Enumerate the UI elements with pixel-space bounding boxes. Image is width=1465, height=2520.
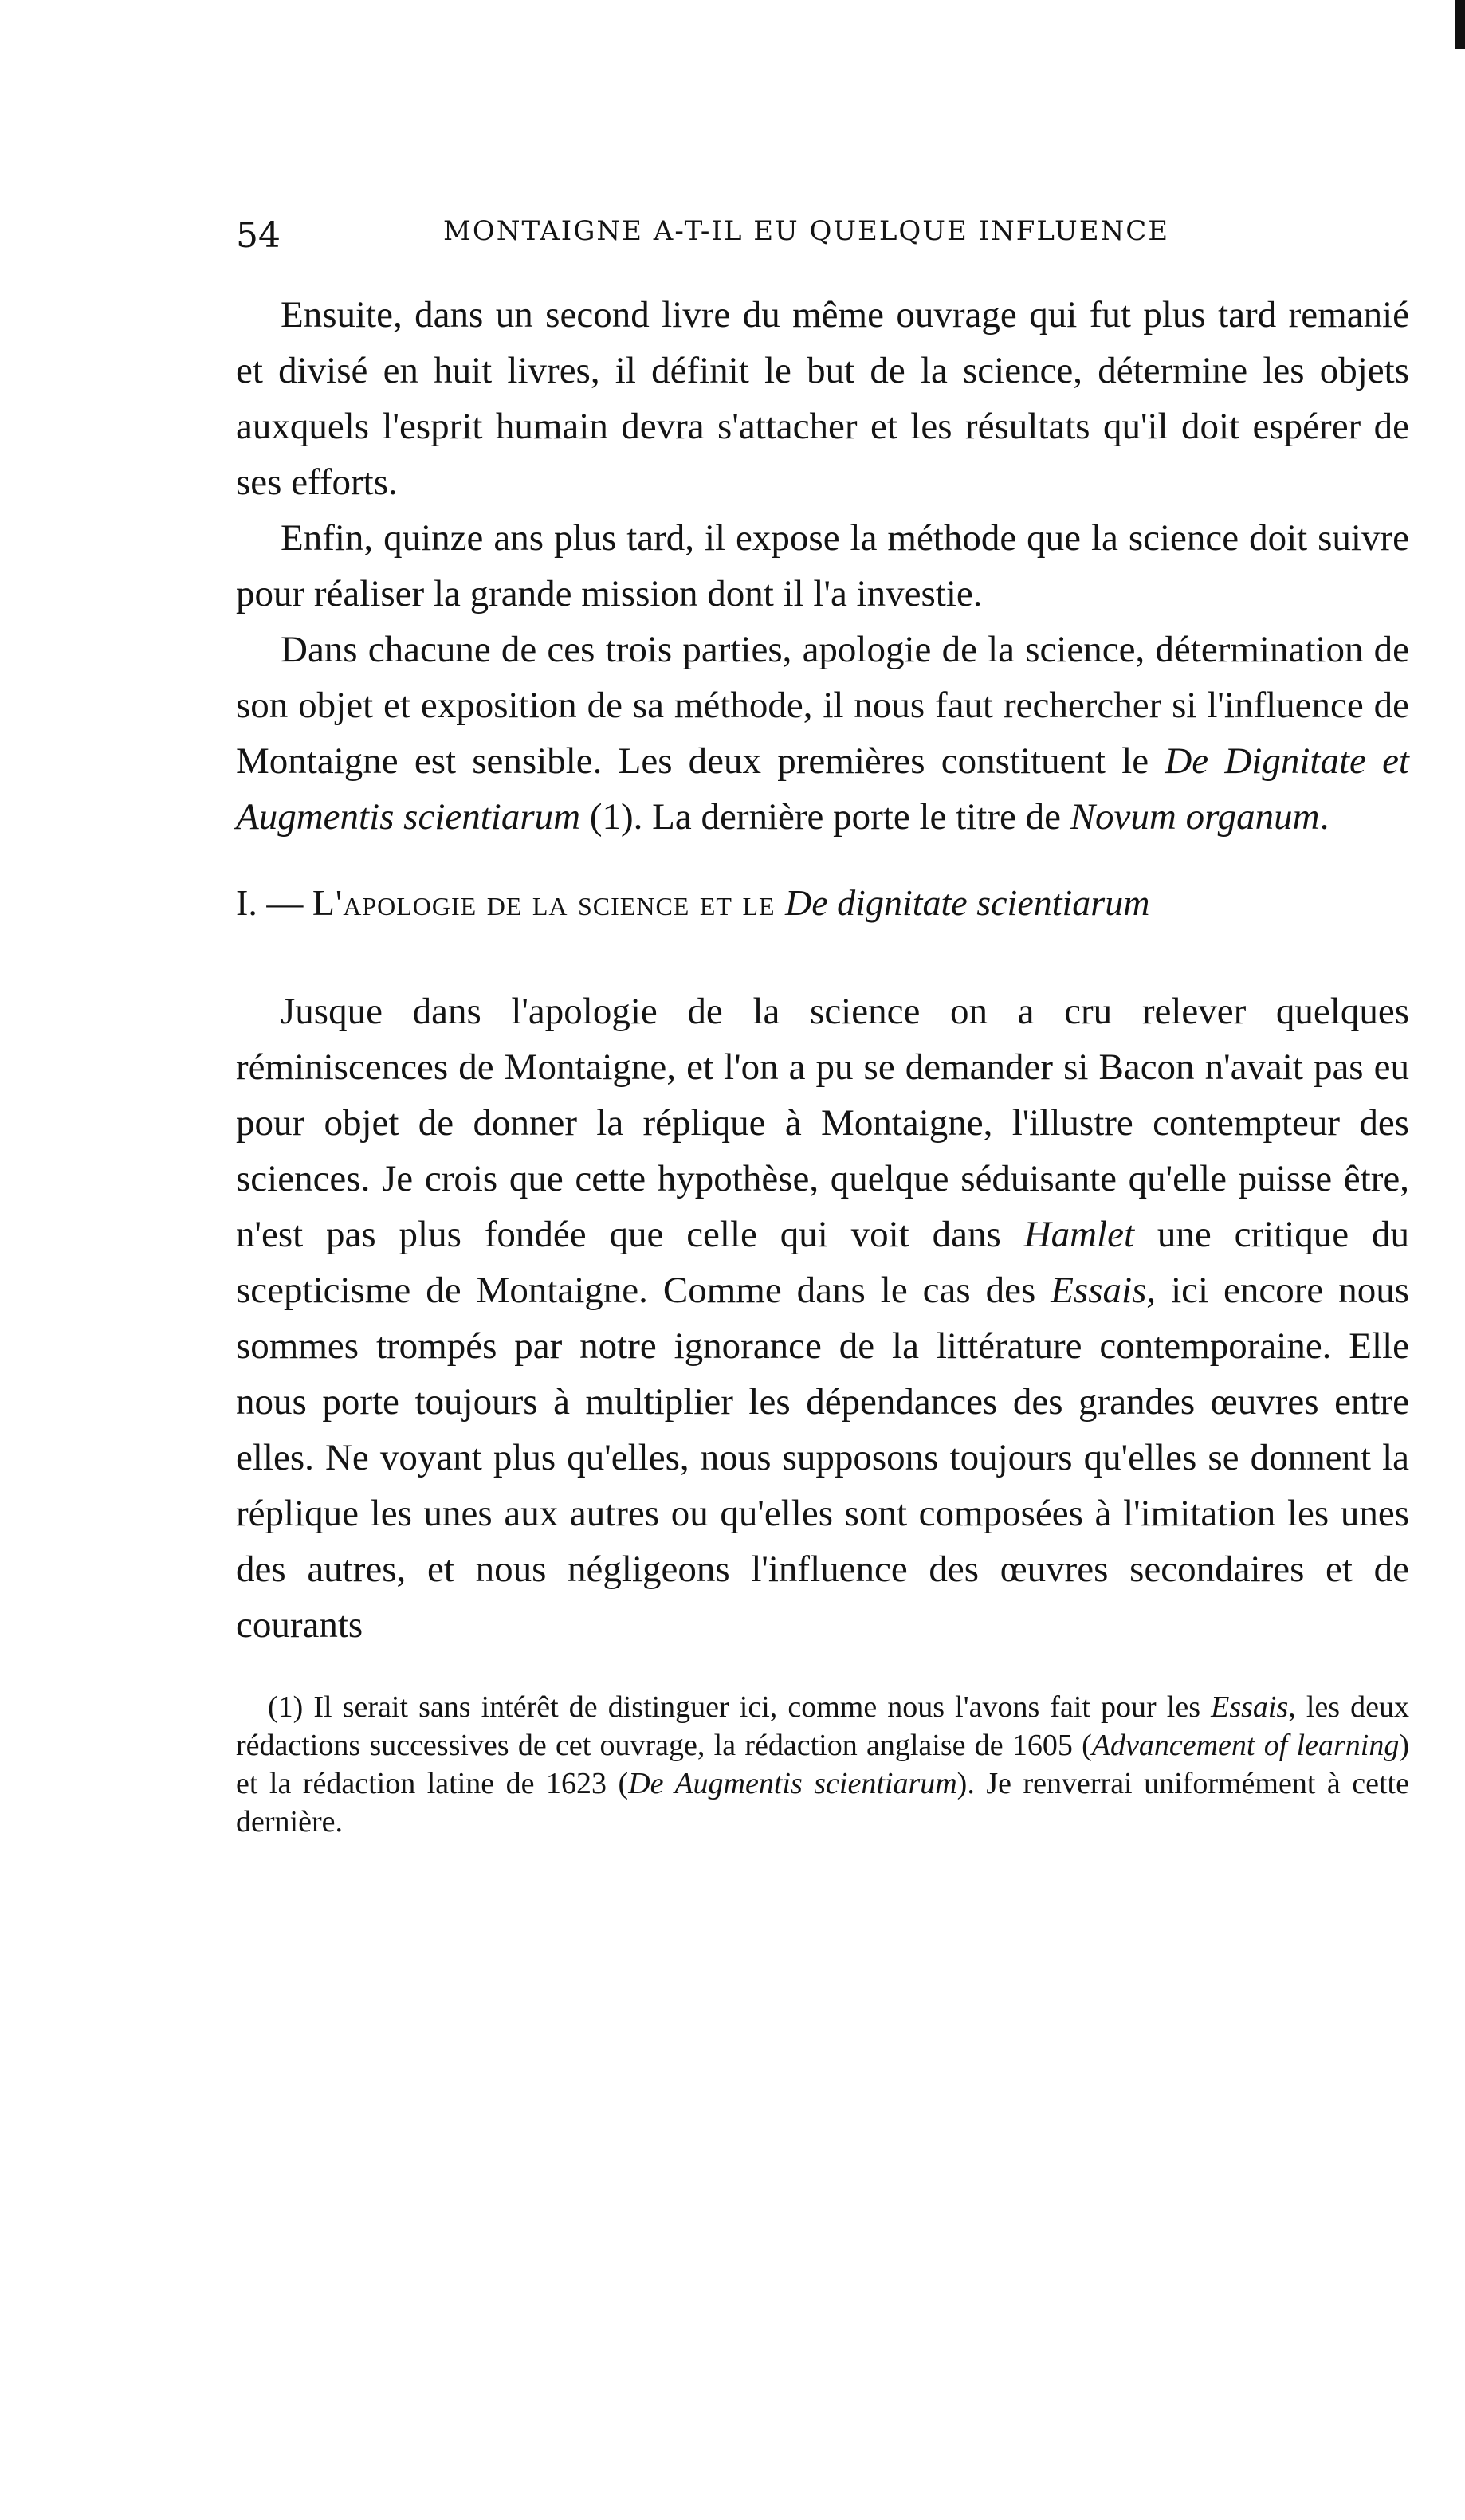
paragraph — [236, 622, 1409, 845]
section-heading-caps: L'apologie de la science et le — [312, 882, 786, 923]
footnote-title: Advancement of learning — [1091, 1729, 1400, 1762]
section-heading-title: De dignitate scientiarum — [785, 882, 1150, 923]
footnote-title: De Augmentis scientiarum — [628, 1767, 957, 1800]
work-title: Hamlet — [1023, 1214, 1135, 1255]
footnote-part: ) et la rédaction latine de 1623 ( — [236, 1729, 1409, 1800]
footnote — [236, 1688, 1409, 1841]
page-corner-mark — [1455, 0, 1465, 49]
book-title: Novum organum — [1070, 796, 1320, 838]
book-title: De Dignitate et Augmentis scientiarum — [236, 740, 1409, 838]
intro-text — [236, 287, 1409, 845]
footnote-text — [236, 1688, 1409, 1841]
paragraph: Ensuite, dans un second livre du même ouvrage qui fut plus tard remanié et divisé en huit livres, il définit le but de la science, détermine les objets auxquels l'esprit humain devra s'attacher et les résultats qu'il doit espérer de ses efforts. — [236, 294, 1409, 503]
footnote-part: ). Je renverrai uniformément à cette dernière. — [236, 1767, 1409, 1839]
paragraph-text: Dans chacune de ces trois parties, apologie de la science, détermination de son objet et exposition de sa méthode, il nous faut rechercher si l'influence de Montaigne est sensible. Les deux premières constituent le — [236, 629, 1409, 782]
footnote-part: (1) Il serait sans intérêt de distinguer ici, comme nous l'avons fait pour les — [268, 1690, 1212, 1724]
footnote-title: Essais — [1211, 1690, 1289, 1724]
section-heading — [236, 875, 1409, 931]
paragraph-text: une critique du scepticisme de Montaigne. Comme dans le cas des — [236, 1214, 1409, 1311]
paragraph-text: Jusque dans l'apologie de la science on a cru relever quelques réminiscences de Montaigne, et l'on a pu se demander si Bacon n'avait pas eu pour objet de donner la réplique à Montaigne, l'illustre contempteur des sciences. Je crois que cette hypothèse, quelque séduisante qu'elle puisse être, n'est pas plus fondée que celle qui voit dans — [236, 991, 1409, 1255]
page-number: 54 — [236, 215, 281, 256]
running-title: MONTAIGNE A-T-IL EU QUELQUE INFLUENCE — [443, 215, 1170, 247]
section-number: I. — — [236, 882, 312, 923]
paragraph: Enfin, quinze ans plus tard, il expose la méthode que la science doit suivre pour réaliser la grande mission dont il l'a investie. — [236, 517, 1409, 614]
paragraph-text: (1). La dernière porte le titre de — [580, 796, 1070, 838]
paragraph-text: . — [1319, 796, 1329, 838]
section-body — [236, 983, 1409, 1653]
paragraph-text: ici encore nous sommes trompés par notre ignorance de la littérature contemporaine. Elle nous porte toujours à multiplier les dépendances des grandes œuvres entre elles. Ne voyant plus qu'elles, nous supposons toujours qu'elles se donnent la réplique les unes aux autres ou qu'elles sont composées à l'imitation les unes des autres, et nous négligeons l'influence des œuvres secondaires et de courants — [236, 1270, 1409, 1646]
book-page — [236, 199, 1409, 1841]
running-head — [236, 199, 1409, 263]
paragraph — [236, 983, 1409, 1653]
work-title: Essais, — [1051, 1270, 1157, 1311]
footnote-part: , les deux rédactions successives de cet ouvrage, la rédaction anglaise de 1605 ( — [236, 1690, 1410, 1762]
